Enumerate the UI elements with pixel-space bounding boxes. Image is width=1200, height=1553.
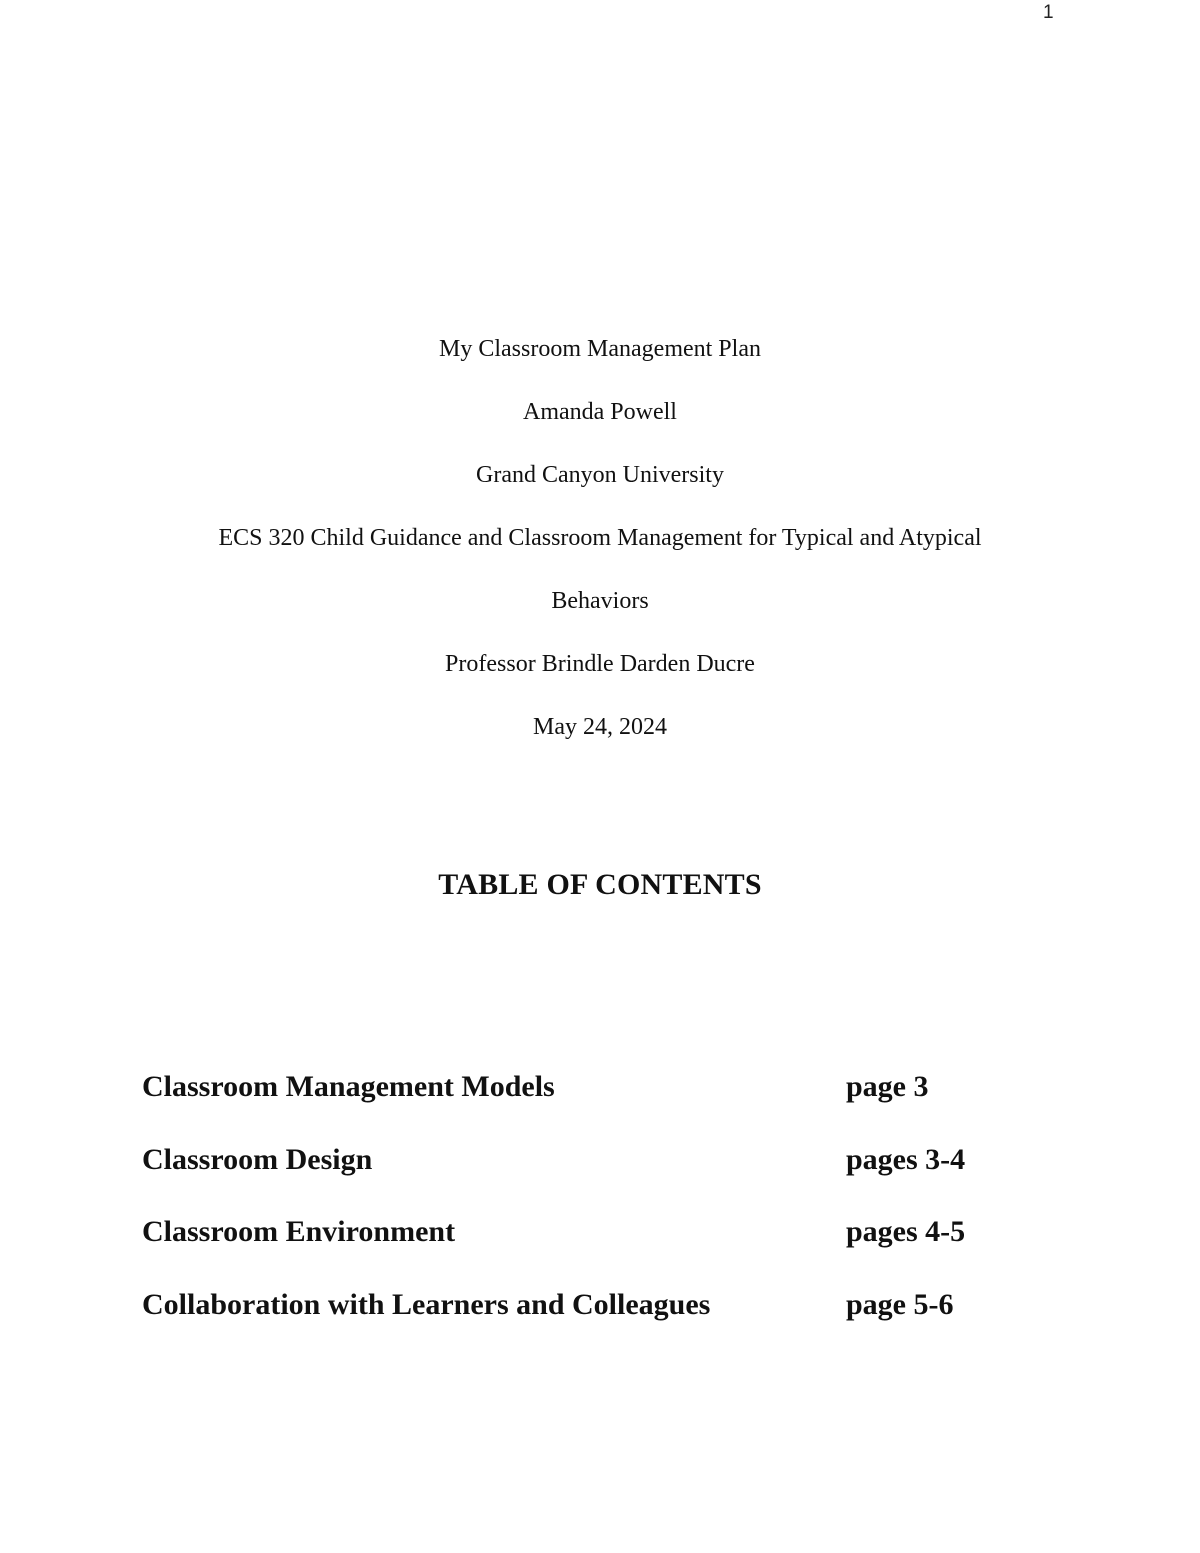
- course-name-line-1: ECS 320 Child Guidance and Classroom Management for Typical and Atypical: [218, 525, 982, 551]
- professor-name: Professor Brindle Darden Ducre: [445, 651, 755, 677]
- toc-entry-pages: page 5-6: [846, 1287, 954, 1321]
- page-number: 1: [1043, 2, 1054, 23]
- toc-entry: [142, 1143, 1042, 1216]
- author-name: Amanda Powell: [523, 399, 677, 425]
- toc-entry-title: Collaboration with Learners and Colleagues: [142, 1287, 711, 1321]
- toc-entry: [142, 1288, 1042, 1361]
- institution-name: Grand Canyon University: [476, 462, 724, 488]
- toc-heading: TABLE OF CONTENTS: [438, 868, 762, 901]
- toc-entry: [142, 1070, 1042, 1143]
- toc-entry-title: Classroom Environment: [142, 1215, 456, 1248]
- toc-entry: [142, 1215, 1042, 1288]
- document-date: May 24, 2024: [533, 714, 667, 740]
- document-title: My Classroom Management Plan: [439, 336, 761, 362]
- toc-entry-title: Classroom Management Models: [142, 1070, 555, 1103]
- toc-entry-pages: pages 4-5: [846, 1215, 966, 1248]
- toc-entry-pages: page 3: [846, 1070, 929, 1103]
- course-name-line-2: Behaviors: [551, 588, 649, 614]
- title-page-block: [140, 318, 1060, 759]
- toc-list: [142, 1070, 1042, 1360]
- toc-entry-pages: pages 3-4: [846, 1142, 966, 1176]
- toc-entry-title: Classroom Design: [142, 1142, 373, 1176]
